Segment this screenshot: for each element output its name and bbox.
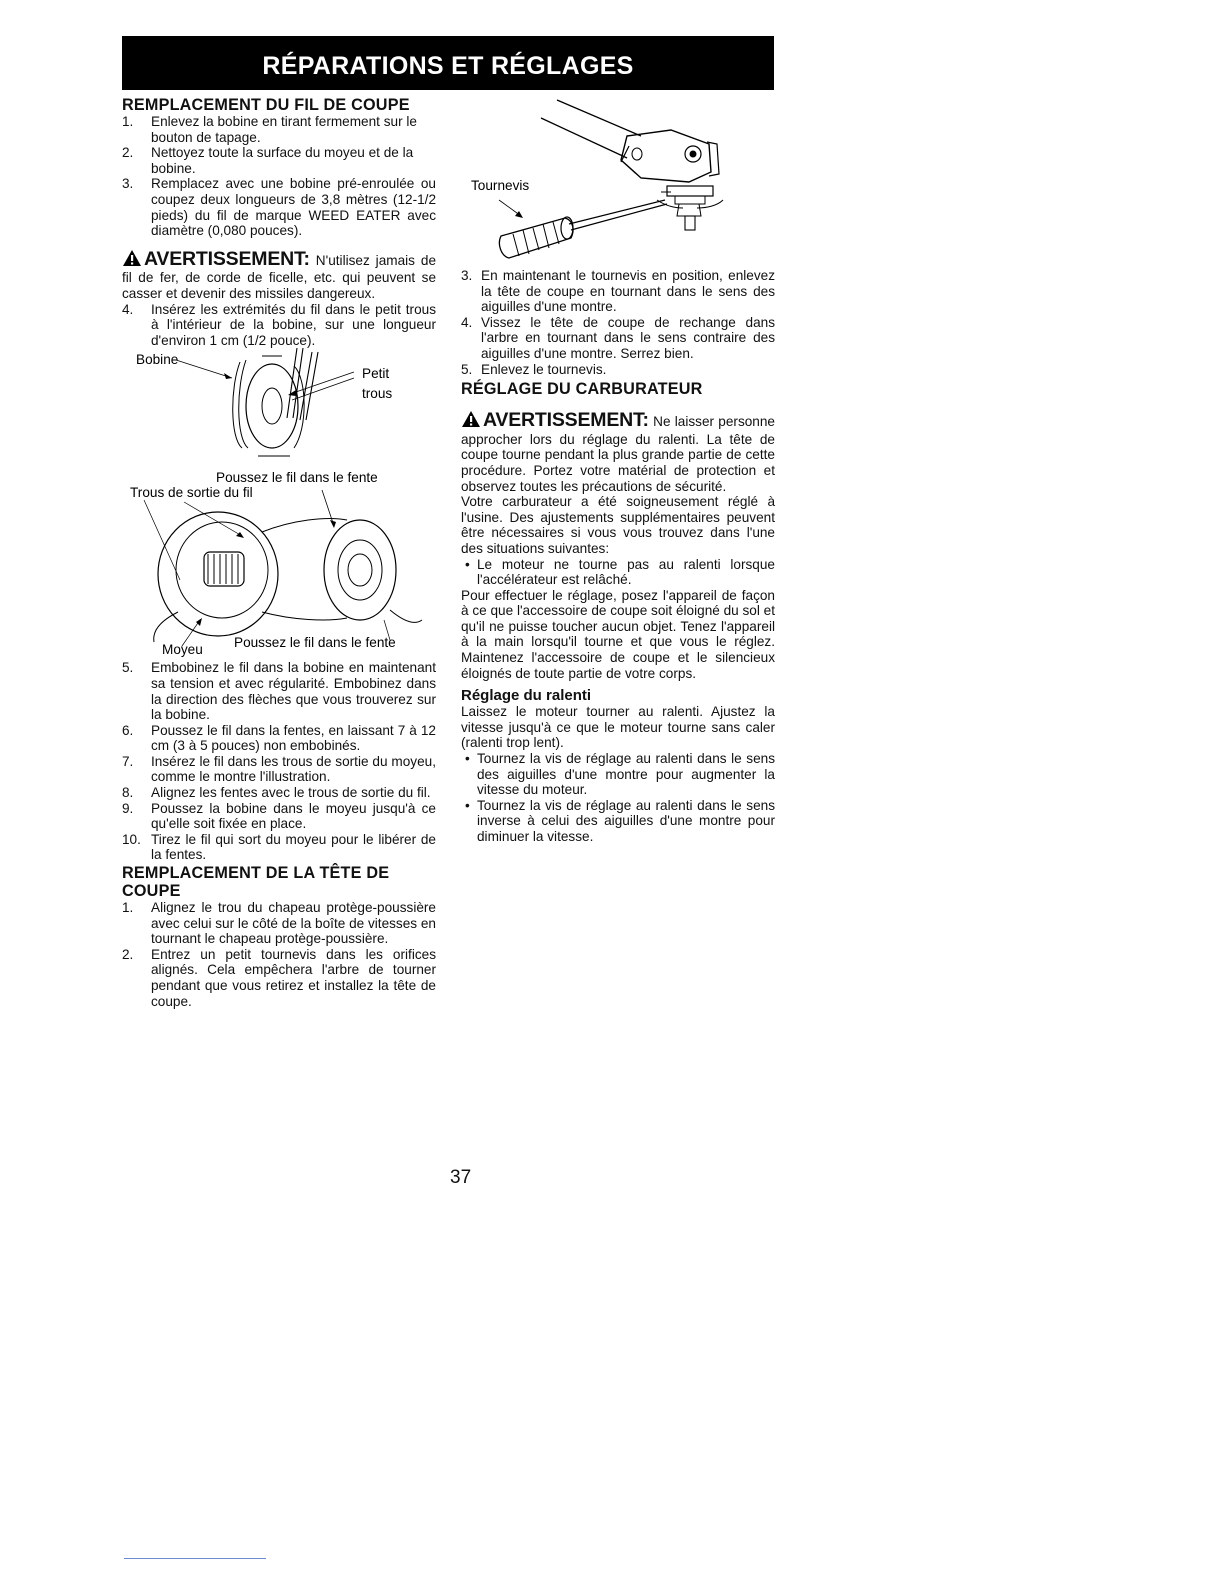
step-text: Poussez la bobine dans le moyeu jusqu'à ce qu'elle soit fixée en place. [151, 800, 436, 832]
step-text: En maintenant le tournevis en position, enlevez la tête de coupe en tournant dans le sens des aiguilles d'une montre. [481, 268, 775, 315]
paragraph: Pour effectuer le réglage, posez l'appareil de façon à ce que l'accessoire de coupe soit éloigné du sol et qu'il ne puisse toucher aucun objet. Tenez l'appareil à la main lorsqu'il tourne et que vous le réglez. Maintenez l'accessoire de coupe et le silencieux éloignés de toute partie de votre corps. [461, 587, 775, 681]
list-item [461, 268, 775, 315]
steps-list [122, 660, 436, 863]
step-number: 1. [122, 114, 134, 129]
step-text: Remplacez avec une bobine pré-enroulée ou coupez deux longueurs de 3,8 mètres (12-1/2 pieds) du fil de marque WEED EATER avec diamètre (0,080 pouces). [151, 176, 436, 239]
label-poussez-top: Poussez le fil dans le fente [216, 470, 378, 486]
step-number: 2. [122, 145, 134, 161]
list-item [122, 302, 436, 349]
step-number: 3. [461, 268, 473, 283]
left-column [122, 96, 436, 1009]
list-item [122, 723, 436, 754]
step-number: 7. [122, 753, 134, 769]
label-trous-sortie: Trous de sortie du fil [130, 485, 253, 501]
step-number: 5. [122, 660, 134, 676]
step-number: 2. [122, 946, 134, 962]
paragraph: Laissez le moteur tourner au ralenti. Ajustez la vitesse jusqu'à ce que le moteur tourne sans caler (ralenti trop lent). [461, 704, 775, 751]
right-column [461, 96, 775, 845]
label-poussez-bottom: Poussez le fil dans le fente [234, 635, 396, 651]
step-number: 9. [122, 800, 134, 816]
list-item [122, 947, 436, 1009]
step-text: Tirez le fil qui sort du moyeu pour le libérer de la fentes. [151, 831, 436, 863]
list-item [122, 114, 436, 145]
list-item [122, 145, 436, 176]
step-number: 8. [122, 785, 134, 801]
warning-icon [461, 410, 481, 432]
list-item [122, 785, 436, 801]
list-item: • Tournez la vis de réglage au ralenti dans le sens inverse à celui des aiguilles d'une montre pour diminuer la vitesse. [461, 798, 775, 845]
section-title-tete-de-coupe: REMPLACEMENT DE LA TÊTE DE COUPE [122, 864, 390, 901]
step-text: Embobinez le fil dans la bobine en maintenant sa tension et avec régularité. Embobinez dans la direction des flèches que vous trouverez sur la bobine. [151, 660, 436, 723]
step-number: 3. [122, 176, 134, 192]
list-item: • Le moteur ne tourne pas au ralenti lorsque l'accélérateur est relâché. [461, 557, 775, 588]
step-text: Insérez le fil dans les trous de sortie du moyeu, comme le montre l'illustration. [151, 753, 436, 785]
step-number: 1. [122, 900, 134, 916]
list-item [122, 176, 436, 238]
step-number: 4. [461, 314, 473, 330]
warning-text: Ne laisser personne approcher lors du réglage du ralenti. La tête de coupe tourne pendant la plus grande partie de cette procédure. Portez votre matérial de protection et observez toutes les précautions de sécurité. [461, 414, 775, 494]
subsection-title-ralenti: Réglage du ralenti [461, 687, 592, 705]
section-title-fil-de-coupe: REMPLACEMENT DU FIL DE COUPE [122, 96, 410, 114]
warning-block [461, 410, 775, 494]
step-number: 5. [461, 361, 473, 377]
bobine-illustration [122, 348, 436, 470]
bullet-list [461, 557, 775, 588]
list-item [461, 362, 775, 378]
step-text: Enlevez le tournevis. [481, 361, 607, 377]
steps-list [461, 268, 775, 377]
step-text: Vissez le tête de coupe de rechange dans l'arbre en tournant dans le sens contraire des aiguilles d'une montre. Serrez bien. [481, 314, 775, 361]
step-number: 10. [122, 831, 141, 847]
warning-block [122, 249, 436, 302]
footer-line [124, 1558, 266, 1559]
page-number: 37 [450, 1167, 472, 1188]
steps-list [122, 900, 436, 1009]
label-petit: Petit [362, 366, 390, 382]
list-item [122, 801, 436, 832]
step-number: 4. [122, 301, 134, 317]
page-title: RÉPARATIONS ET RÉGLAGES [122, 36, 774, 90]
moyeu-illustration [122, 470, 436, 660]
list-item [461, 315, 775, 362]
list-item [122, 832, 436, 863]
step-text: Alignez le trou du chapeau protège-poussière avec celui sur le côté de la boîte de vitesses en tournant le chapeau protège-poussière. [151, 900, 436, 947]
label-bobine: Bobine [136, 352, 179, 368]
warning-text: N'utilisez jamais de fil de fer, de corde de ficelle, etc. qui peuvent se casser et devenir des missiles dangereux. [122, 252, 437, 301]
warning-title: AVERTISSEMENT: [483, 409, 649, 432]
step-text: Poussez le fil dans la fentes, en laissant 7 à 12 cm (3 à 5 pouces) non embobinés. [151, 722, 436, 754]
section-title-carburateur: RÉGLAGE DU CARBURATEUR [461, 380, 703, 399]
label-tournevis: Tournevis [471, 178, 530, 193]
list-item [122, 900, 436, 947]
warning-title: AVERTISSEMENT: [144, 247, 310, 270]
warning-icon [122, 249, 142, 271]
steps-list [122, 114, 436, 239]
list-item [122, 754, 436, 785]
step-text: Entrez un petit tournevis dans les orifices alignés. Cela empêchera l'arbre de tourner pendant que vous retirez et installez la tête de coupe. [151, 946, 436, 1009]
steps-list [122, 302, 436, 349]
step-text: Insérez les extrémités du fil dans le petit trous à l'intérieur de la bobine, sur une longueur d'environ 1 cm (1/2 pouce). [151, 301, 436, 348]
label-trous: trous [362, 386, 393, 402]
step-text: Nettoyez toute la surface du moyeu et de la bobine. [151, 145, 414, 176]
list-item [122, 660, 436, 722]
list-item: • Tournez la vis de réglage au ralenti dans le sens des aiguilles d'une montre pour augmenter la vitesse du moteur. [461, 751, 775, 798]
step-text: Alignez les fentes avec le trous de sortie du fil. [151, 785, 431, 801]
paragraph: Votre carburateur a été soigneusement réglé à l'usine. Des ajustements supplémentaires peuvent être nécessaires si vous vous trouvez dans l'une des situations suivantes: [461, 494, 775, 556]
step-number: 6. [122, 722, 134, 738]
label-moyeu: Moyeu [162, 642, 203, 658]
bullet-list [461, 751, 775, 845]
tournevis-illustration [461, 96, 775, 268]
step-text: Enlevez la bobine en tirant fermement sur le bouton de tapage. [151, 114, 417, 145]
